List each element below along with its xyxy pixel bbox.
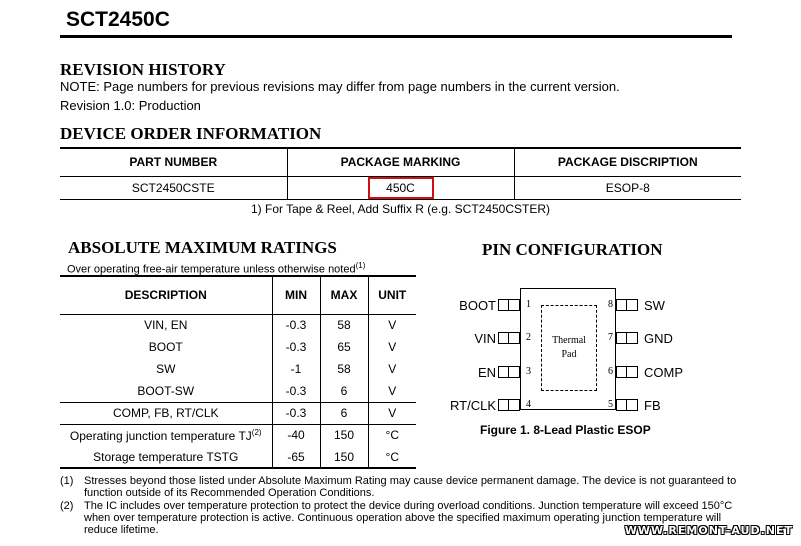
order-table bbox=[60, 147, 741, 219]
thermal-pad-label: Pad bbox=[561, 349, 577, 360]
order-info-heading: DEVICE ORDER INFORMATION bbox=[60, 124, 322, 143]
rating-min: -1 bbox=[272, 358, 320, 380]
pin-num-8: 8 bbox=[608, 299, 613, 310]
pin-name-boot: BOOT bbox=[459, 298, 496, 313]
revision-history-heading: REVISION HISTORY bbox=[60, 60, 226, 79]
rating-max: 150 bbox=[320, 424, 368, 446]
order-header-part: PART NUMBER bbox=[60, 148, 287, 176]
order-package: ESOP-8 bbox=[514, 176, 741, 199]
watermark: WWW.REMONT-AUD.NET bbox=[624, 524, 793, 537]
thermal-pad-label: Thermal bbox=[552, 335, 586, 346]
pin-pad-5b bbox=[626, 399, 638, 411]
rating-max: 65 bbox=[320, 336, 368, 358]
footnote-1-line: function outside of its Recommended Operation Conditions. bbox=[84, 487, 375, 499]
ratings-subtitle-text: Over operating free-air temperature unless otherwise noted bbox=[67, 263, 356, 276]
table-row bbox=[60, 402, 416, 424]
rating-desc bbox=[60, 424, 272, 446]
rating-desc: BOOT-SW bbox=[60, 380, 272, 402]
title-rule bbox=[60, 35, 732, 38]
footnote-1-line: Stresses beyond those listed under Absolute Maximum Rating may cause device permanent damage. The device is not guaranteed to bbox=[84, 475, 737, 487]
rating-unit: °C bbox=[368, 446, 416, 468]
pin-name-comp: COMP bbox=[644, 365, 683, 380]
table-row bbox=[60, 336, 416, 358]
ratings-header-unit: UNIT bbox=[368, 276, 416, 314]
rating-max: 6 bbox=[320, 402, 368, 424]
pin-num-6: 6 bbox=[608, 366, 613, 377]
ratings-header-description: DESCRIPTION bbox=[60, 276, 272, 314]
order-marking-cell bbox=[287, 176, 514, 199]
order-footnote: 1) For Tape & Reel, Add Suffix R (e.g. SCT2450CSTER) bbox=[250, 202, 551, 217]
pin-pad-6b bbox=[626, 366, 638, 378]
revision-note: NOTE: Page numbers for previous revisions may differ from page numbers in the current version. bbox=[60, 79, 620, 94]
rating-min: -0.3 bbox=[272, 336, 320, 358]
ratings-subtitle bbox=[67, 261, 365, 276]
pin-name-sw: SW bbox=[644, 298, 665, 313]
rating-desc: VIN, EN bbox=[144, 318, 188, 333]
rating-desc: Storage temperature TSTG bbox=[60, 446, 272, 468]
pin-num-1: 1 bbox=[526, 299, 531, 310]
order-header-description: PACKAGE DISCRIPTION bbox=[514, 148, 741, 176]
rating-desc: COMP, FB, RT/CLK bbox=[60, 402, 272, 424]
rating-unit: V bbox=[368, 336, 416, 358]
pin-config-heading: PIN CONFIGURATION bbox=[482, 240, 663, 259]
pin-num-5: 5 bbox=[608, 399, 613, 410]
rating-min: -65 bbox=[272, 446, 320, 468]
rating-max: 6 bbox=[320, 380, 368, 402]
pin-pad-1b bbox=[508, 299, 520, 311]
thermal-pad bbox=[541, 305, 597, 391]
order-part-number: SCT2450CSTE bbox=[60, 176, 287, 199]
rating-max: 150 bbox=[320, 446, 368, 468]
footnote-1-label: (1) bbox=[60, 475, 74, 487]
pin-name-gnd: GND bbox=[644, 331, 673, 346]
ratings-table bbox=[60, 275, 416, 469]
pin-num-2: 2 bbox=[526, 332, 531, 343]
table-row bbox=[60, 424, 416, 446]
rating-min: -40 bbox=[272, 424, 320, 446]
pin-num-3: 3 bbox=[526, 366, 531, 377]
footnote-2-line: reduce lifetime. bbox=[84, 524, 159, 536]
pin-pad-4b bbox=[508, 399, 520, 411]
rating-unit: V bbox=[368, 402, 416, 424]
rating-max: 58 bbox=[320, 314, 368, 336]
rating-max: 58 bbox=[320, 358, 368, 380]
rating-unit: V bbox=[368, 358, 416, 380]
rating-unit: °C bbox=[368, 424, 416, 446]
pin-diagram bbox=[440, 282, 700, 422]
ratings-subtitle-sup: (1) bbox=[355, 261, 366, 270]
footnote-2-label: (2) bbox=[60, 500, 74, 512]
pin-name-rtclk: RT/CLK bbox=[450, 398, 496, 413]
ratings-heading: ABSOLUTE MAXIMUM RATINGS bbox=[68, 238, 337, 257]
pin-pad-7b bbox=[626, 332, 638, 344]
figure-caption: Figure 1. 8-Lead Plastic ESOP bbox=[480, 423, 651, 437]
rating-unit: V bbox=[368, 380, 416, 402]
pin-num-7: 7 bbox=[608, 332, 613, 343]
pin-pad-3b bbox=[508, 366, 520, 378]
pin-num-4: 4 bbox=[526, 399, 531, 410]
table-row bbox=[60, 446, 416, 468]
pin-name-fb: FB bbox=[644, 398, 661, 413]
document-title: SCT2450C bbox=[66, 8, 170, 31]
table-row bbox=[60, 358, 416, 380]
order-header-marking: PACKAGE MARKING bbox=[287, 148, 514, 176]
revision-entry: Revision 1.0: Production bbox=[60, 98, 201, 113]
rating-desc: SW bbox=[156, 362, 176, 376]
rating-desc-text: Operating junction temperature TJ bbox=[69, 428, 252, 443]
footnote-2-line: The IC includes over temperature protection to protect the device during overload conditions. Junction temperature will exceed 150°C bbox=[84, 500, 733, 512]
footnote-2-line: when over temperature protection is active. Continuous operation above the specified maximum operating junction temperature will bbox=[84, 512, 722, 524]
ratings-header-min: MIN bbox=[272, 276, 320, 314]
pin-pad-8b bbox=[626, 299, 638, 311]
pin-name-vin: VIN bbox=[474, 331, 496, 346]
pin-pad-2b bbox=[508, 332, 520, 344]
rating-unit: V bbox=[368, 314, 416, 336]
rating-min: -0.3 bbox=[272, 314, 320, 336]
marking-highlight-box: 450C bbox=[368, 177, 434, 199]
table-row bbox=[60, 314, 416, 336]
rating-min: -0.3 bbox=[272, 402, 320, 424]
table-row bbox=[60, 380, 416, 402]
rating-desc: BOOT bbox=[148, 340, 183, 354]
pin-name-en: EN bbox=[477, 365, 496, 380]
chip-body bbox=[520, 288, 616, 410]
rating-desc-sup: (2) bbox=[251, 427, 262, 437]
ratings-header-max: MAX bbox=[320, 276, 368, 314]
rating-min: -0.3 bbox=[272, 380, 320, 402]
